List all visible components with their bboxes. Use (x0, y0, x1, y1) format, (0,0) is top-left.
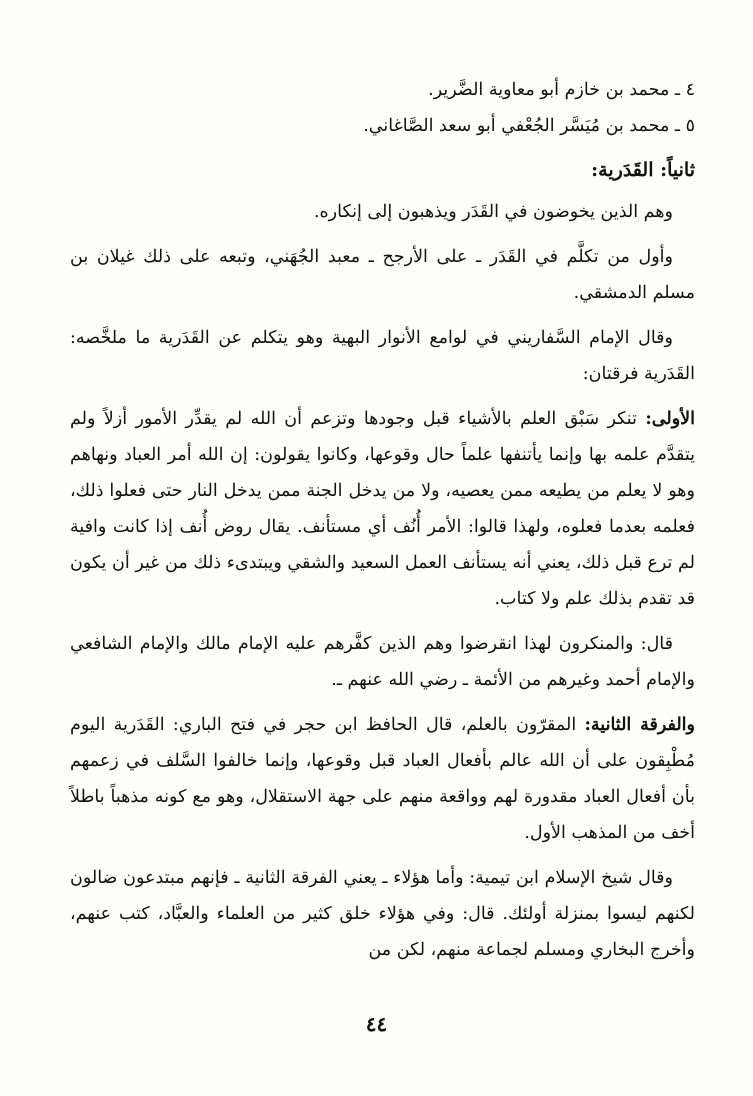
page-body (70, 72, 695, 977)
paragraph-text: تنكر سَبْق العلم بالأشياء قبل وجودها وتزعم أن الله لم يقدِّر الأمور أزلاً ولم يتقدَّم علمه بها وإنما يأتنفها علماً حال وقوعها، وكانوا يقولون: إن الله أمر العباد ونهاهم وهو لا يعلم من يطيعه ممن يعصيه، ولا من يدخل الجنة ممن يدخل النار حتى فعلوا ذلك، فعلمه بعدما فعلوه، ولهذا قالوا: الأمر أُنُف أي مستأنف. يقال روض أُنف إذا كانت وافية لم ترع قبل ذلك، يعني أنه يستأنف العمل السعيد والشقي ويبتدىء ذلك من غير أن يكون قد تقدم بذلك علم ولا كتاب. (70, 409, 695, 609)
paragraph-first-group (70, 401, 695, 617)
paragraph-definition: وهم الذين يخوضون في القَدَر ويذهبون إلى إنكاره. (313, 202, 673, 222)
paragraph-ibn-taymiyya: وقال شيخ الإسلام ابن تيمية: وأما هؤلاء ـ يعني الفرقة الثانية ـ فإنهم مبتدعون ضالون لكنهم ليسوا بمنزلة أولئك. قال: وفي هؤلاء خلق كثير من العلماء والعبَّاد، كتب عنهم، وأخرج البخاري ومسلم لجماعة منهم، لكن من (70, 868, 695, 960)
list-item: ٤ ـ محمد بن خازم أبو معاوية الضَّرير. (428, 80, 695, 100)
list-item: ٥ ـ محمد بن مُيَسَّر الجُعْفي أبو سعد الصَّاغاني. (363, 116, 695, 136)
paragraph-lead: والفرقة الثانية: (584, 715, 695, 735)
paragraph-saffarini: وقال الإمام السَّفاريني في لوامع الأنوار البهية وهو يتكلم عن القَدَرية ما ملخَّصه: القَدَرية فرقتان: (70, 328, 695, 384)
section-heading: ثانياً: القَدَرية: (591, 159, 695, 181)
paragraph-first-speaker: وأول من تكلَّم في القَدَر ـ على الأرجح ـ معبد الجُهَني، وتبعه على ذلك غيلان بن مسلم الدمشقي. (70, 247, 695, 303)
paragraph-second-group (70, 707, 695, 851)
paragraph-text: المقرّون بالعلم، قال الحافظ ابن حجر في فتح الباري: القَدَرية اليوم مُطْبِقون على أن الله عالم بأفعال العباد قبل وقوعها، وإنما خالفوا السَّلف في زعمهم بأن أفعال العباد مقدورة لهم وواقعة منهم على جهة الاستقلال، وهو مع كونه مذهباً باطلاً أخف من المذهب الأول. (70, 715, 695, 843)
page-number: ٤٤ (365, 1012, 388, 1036)
paragraph-deniers: قال: والمنكرون لهذا انقرضوا وهم الذين كفَّرهم عليه الإمام مالك والإمام الشافعي والإمام أحمد وغيرهم من الأئمة ـ رضي الله عنهم ـ. (70, 634, 695, 690)
paragraph-lead: الأولى: (645, 409, 695, 429)
